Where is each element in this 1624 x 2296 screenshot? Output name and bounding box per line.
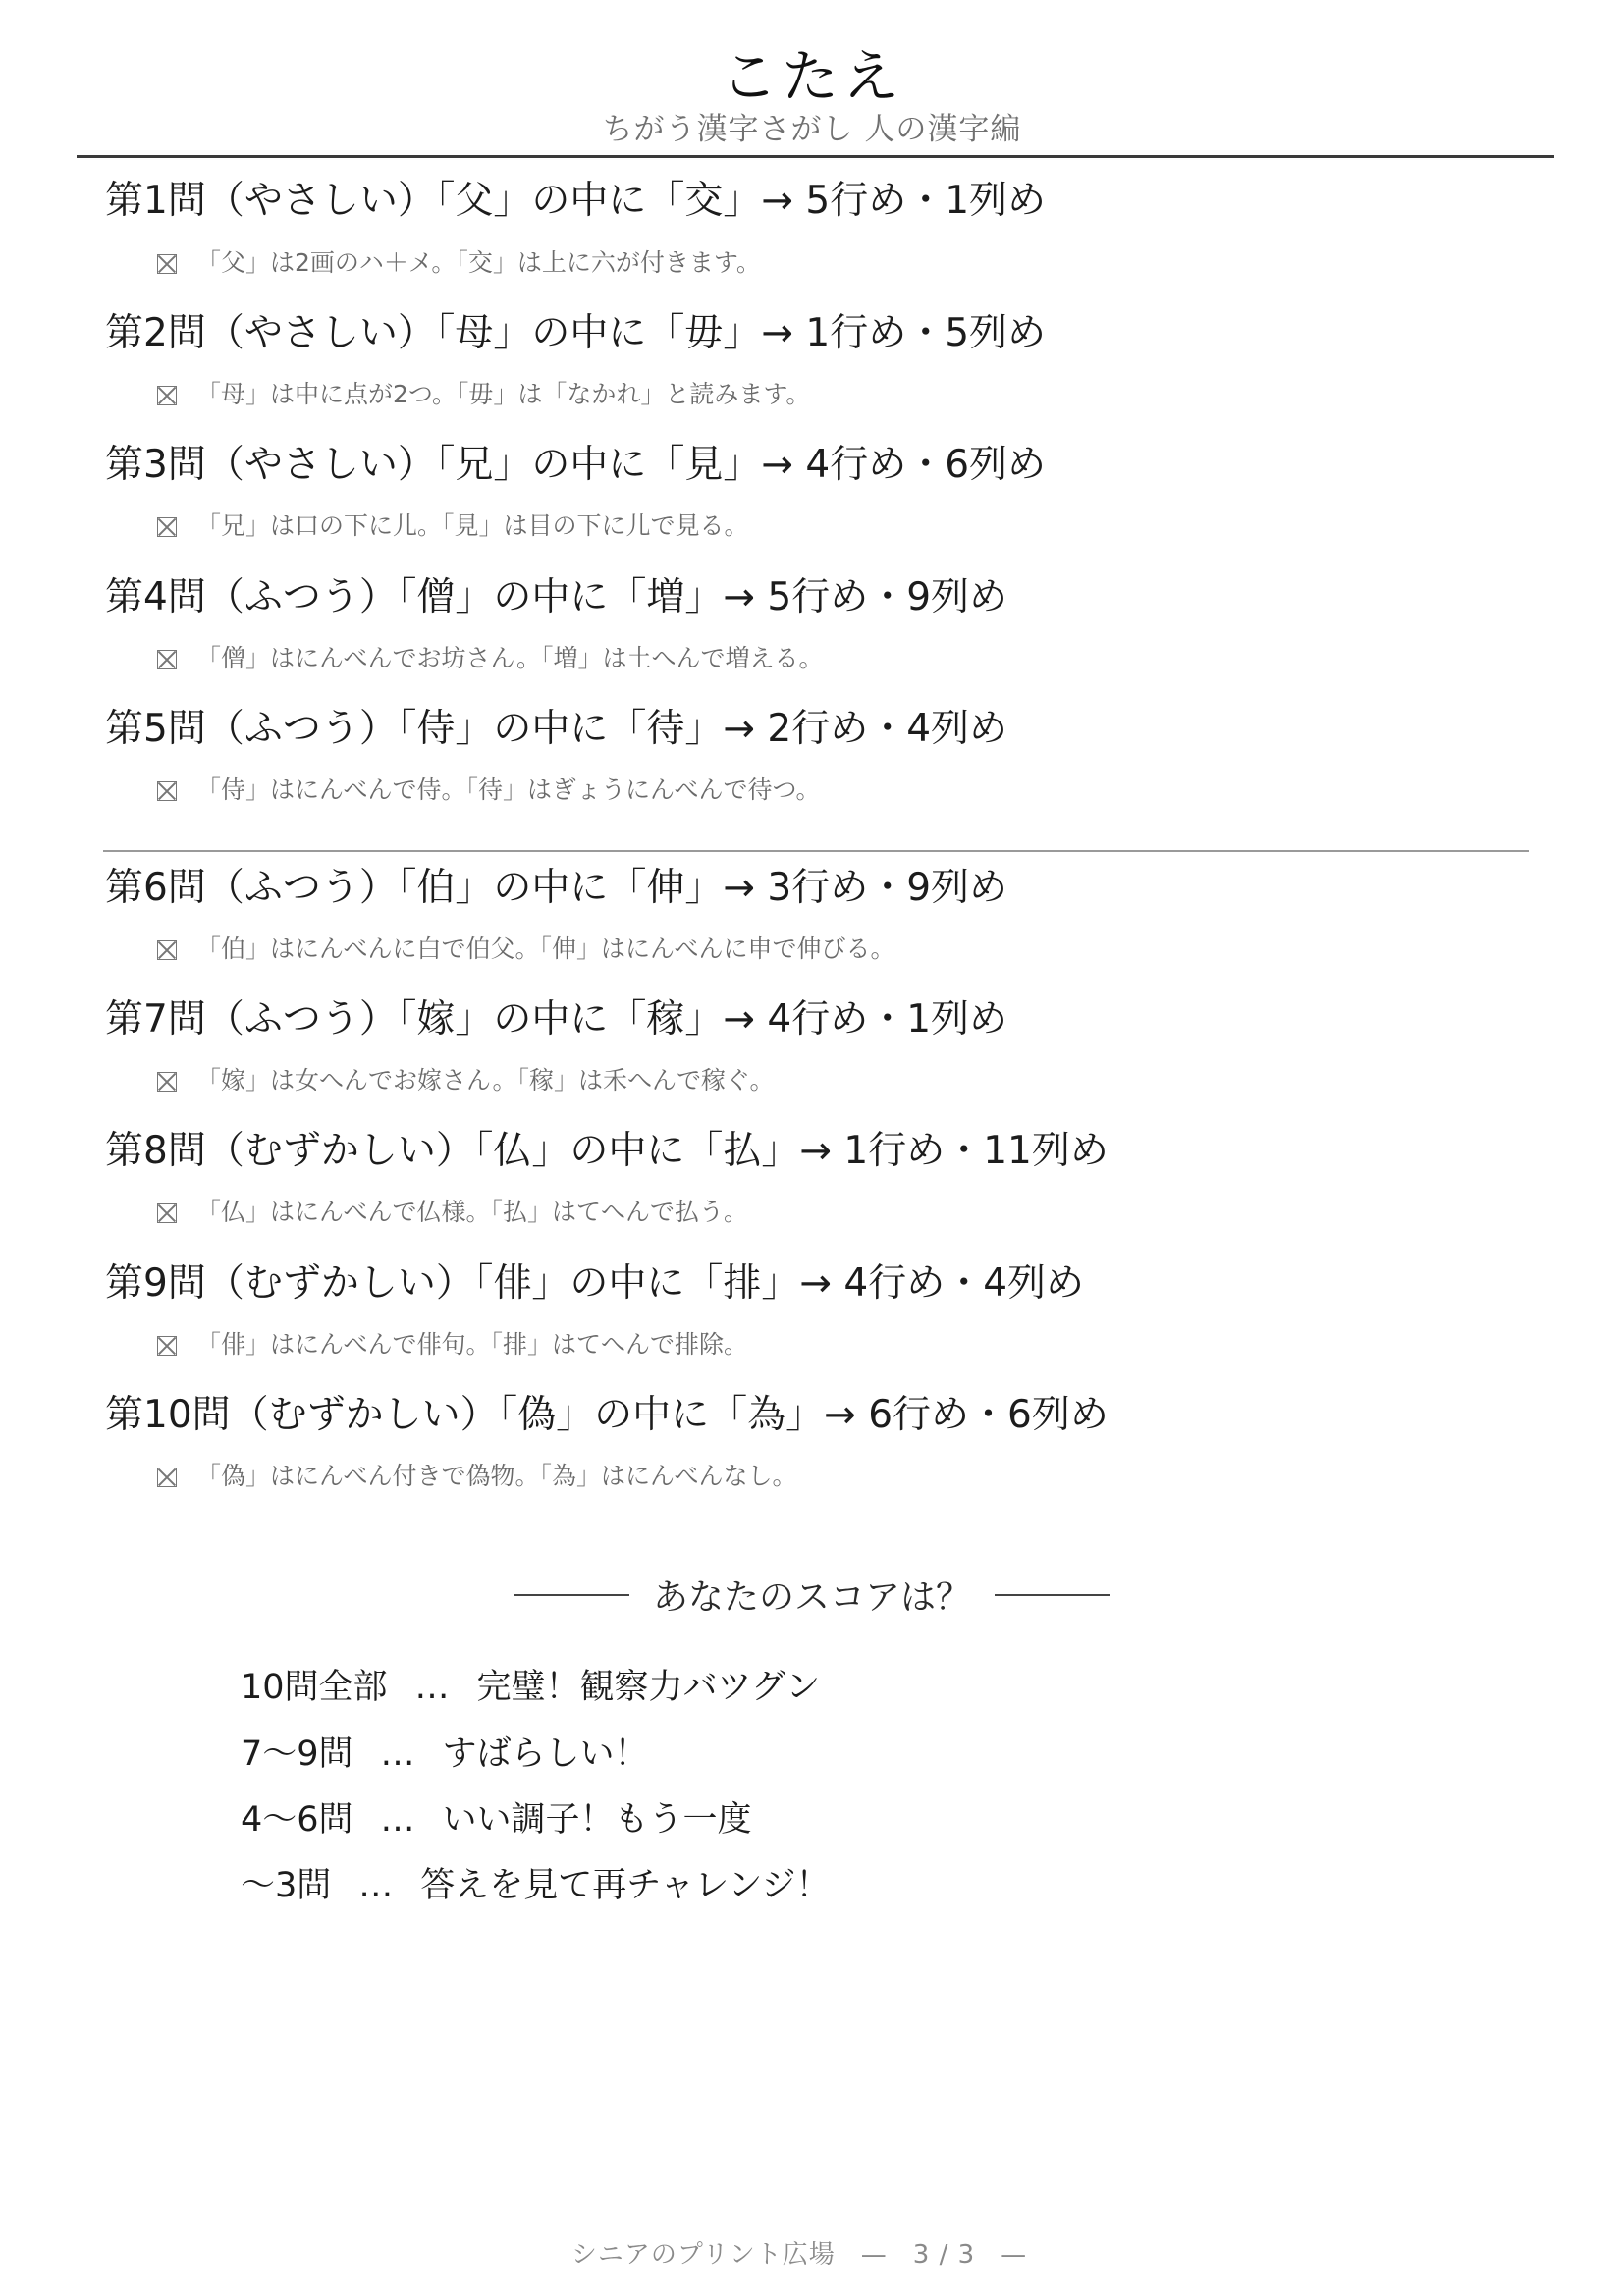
answer-question: 第2問（やさしい）「母」の中に「毋」→ 1行め・5列め xyxy=(105,311,1047,355)
answer-note-text: 「兄」は口の下に儿。「見」は目の下に儿で見る。 xyxy=(196,511,749,540)
answer-note xyxy=(157,378,810,411)
answer-note-text: 「嫁」は女へんでお嫁さん。「稼」は禾へんで稼ぐ。 xyxy=(196,1066,775,1095)
answer-question: 第6問（ふつう）「伯」の中に「伸」→ 3行め・9列め xyxy=(105,866,1008,910)
answer-note-text: 「侍」はにんべんで侍。「待」はぎょうにんべんで待つ。 xyxy=(196,775,821,804)
section-divider xyxy=(103,850,1529,852)
score-heading xyxy=(0,1575,1624,1622)
answer-note xyxy=(157,1460,797,1493)
answer-note xyxy=(157,933,895,966)
score-range: 10問全部 xyxy=(241,1668,388,1707)
footer-separator: — xyxy=(860,2240,888,2269)
crossed-box-icon xyxy=(157,1336,177,1356)
answer-note xyxy=(157,509,749,543)
page-title: こたえ xyxy=(720,43,903,110)
score-range: 4〜6問 xyxy=(241,1800,353,1840)
score-comment: いい調子！もう一度 xyxy=(442,1800,752,1840)
answer-note xyxy=(157,642,824,675)
crossed-box-icon xyxy=(157,254,177,274)
score-dots: … xyxy=(380,1800,415,1840)
score-comment: すばらしい！ xyxy=(442,1735,649,1774)
footer-site-name: シニアのプリント広場 xyxy=(570,2240,836,2269)
answer-note xyxy=(157,1196,748,1229)
answer-note-text: 「仏」はにんべんで仏様。「払」はてへんで払う。 xyxy=(196,1198,749,1226)
score-dots: … xyxy=(414,1668,450,1707)
answer-question: 第3問（やさしい）「兄」の中に「見」→ 4行め・6列め xyxy=(105,443,1047,487)
heading-dash-right xyxy=(995,1594,1110,1596)
score-heading-text: あなたのスコアは？ xyxy=(652,1577,971,1618)
score-comment: 完璧！観察力バツグン xyxy=(476,1668,821,1707)
page-footer xyxy=(0,2238,1624,2271)
answer-question: 第7問（ふつう）「嫁」の中に「稼」→ 4行め・1列め xyxy=(105,997,1008,1041)
crossed-box-icon xyxy=(157,1203,177,1223)
crossed-box-icon xyxy=(157,386,177,405)
score-row xyxy=(241,1732,649,1777)
crossed-box-icon xyxy=(157,1468,177,1487)
answer-question: 第8問（むずかしい）「仏」の中に「払」→ 1行め・11列め xyxy=(105,1129,1109,1173)
score-row xyxy=(241,1863,830,1908)
score-range: 7〜9問 xyxy=(241,1735,353,1774)
crossed-box-icon xyxy=(157,517,177,537)
answer-note xyxy=(157,246,761,280)
answer-note-text: 「母」は中に点が2つ。「毋」は「なかれ」と読みます。 xyxy=(196,380,811,408)
score-range: 〜3問 xyxy=(241,1866,332,1905)
answer-question: 第1問（やさしい）「父」の中に「交」→ 5行め・1列め xyxy=(105,179,1047,223)
answer-question: 第5問（ふつう）「侍」の中に「待」→ 2行め・4列め xyxy=(105,707,1008,751)
answer-note-text: 「伯」はにんべんに白で伯父。「伸」はにんべんに申で伸びる。 xyxy=(196,934,895,963)
score-dots: … xyxy=(380,1735,415,1774)
answer-note xyxy=(157,774,821,807)
answer-note-text: 「僧」はにんべんでお坊さん。「増」は土へんで増える。 xyxy=(196,644,824,672)
page-subtitle: ちがう漢字さがし 人の漢字編 xyxy=(602,112,1022,147)
answer-question: 第4問（ふつう）「僧」の中に「増」→ 5行め・9列め xyxy=(105,575,1008,619)
crossed-box-icon xyxy=(157,1072,177,1092)
answer-note-text: 「俳」はにんべんで俳句。「排」はてへんで排除。 xyxy=(196,1330,749,1359)
score-row xyxy=(241,1665,820,1710)
crossed-box-icon xyxy=(157,781,177,801)
answer-note-text: 「父」は2画のハ＋メ。「交」は上に六が付きます。 xyxy=(196,248,761,277)
page-number: 3 / 3 xyxy=(912,2240,976,2269)
answer-question: 第10問（むずかしい）「偽」の中に「為」→ 6行め・6列め xyxy=(105,1393,1109,1437)
score-comment: 答えを見て再チャレンジ！ xyxy=(420,1866,831,1905)
answer-note xyxy=(157,1064,775,1097)
heading-dash-left xyxy=(514,1594,629,1596)
crossed-box-icon xyxy=(157,940,177,960)
answer-question: 第9問（むずかしい）「俳」の中に「排」→ 4行め・4列め xyxy=(105,1261,1085,1306)
score-dots: … xyxy=(358,1866,394,1905)
score-row xyxy=(241,1797,752,1842)
footer-separator: — xyxy=(1001,2240,1028,2269)
crossed-box-icon xyxy=(157,650,177,669)
answer-note xyxy=(157,1328,748,1362)
answer-note-text: 「偽」はにんべん付きで偽物。「為」はにんべんなし。 xyxy=(196,1462,797,1490)
